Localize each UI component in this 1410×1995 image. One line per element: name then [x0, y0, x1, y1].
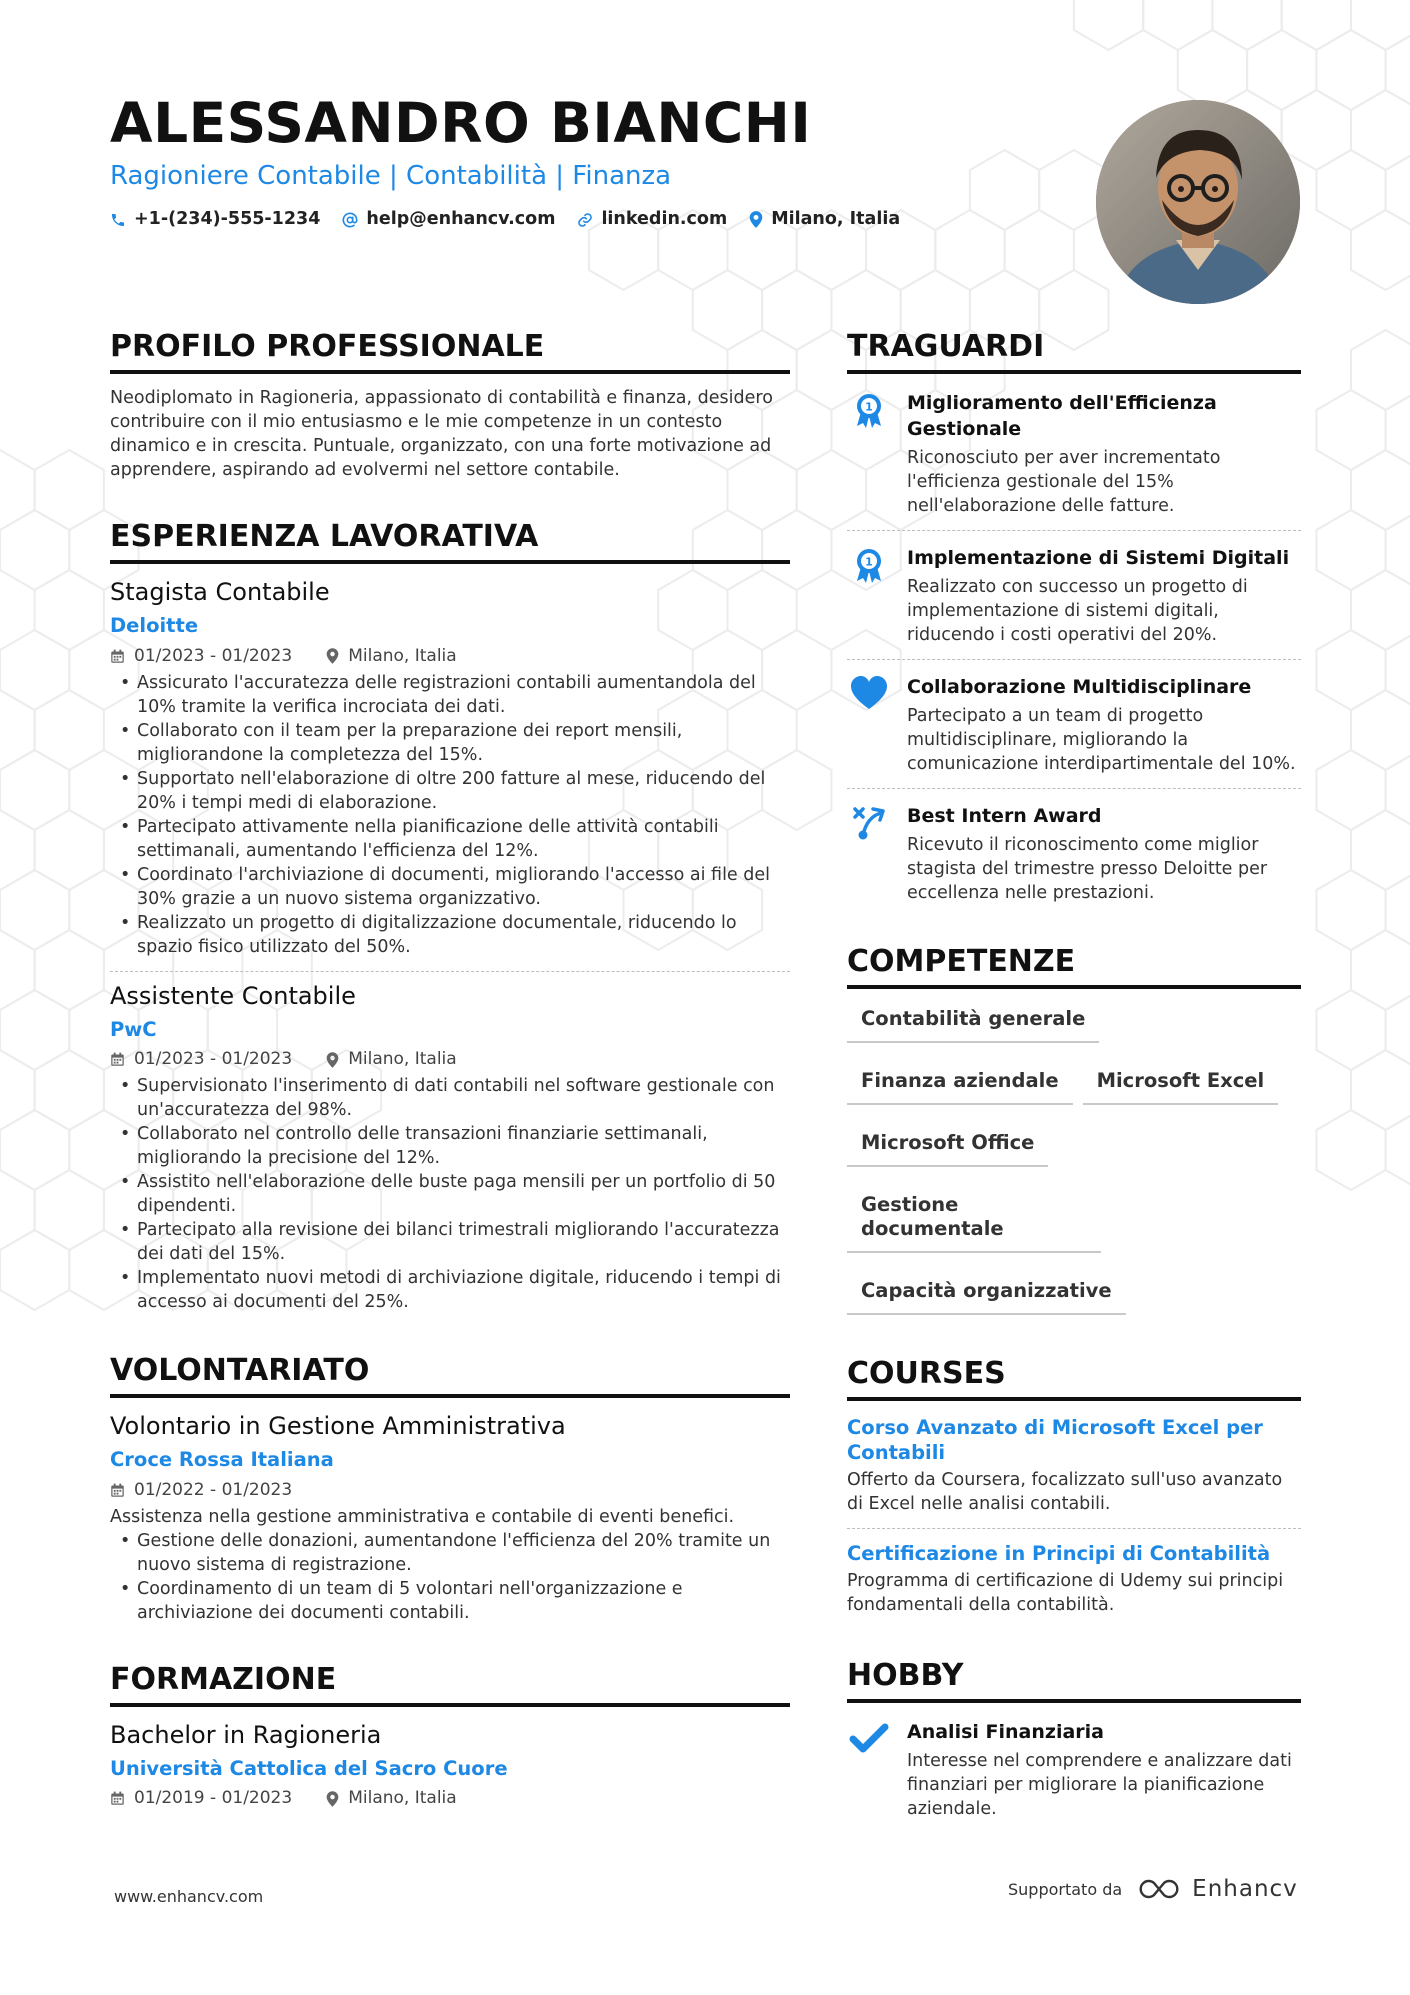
calendar-icon: [110, 649, 125, 664]
education-school: Università Cattolica del Sacro Cuore: [110, 1756, 508, 1780]
volunteer-dates: 01/2022 - 01/2023: [134, 1479, 293, 1500]
list-item: • Gestione delle donazioni, aumentandone l'efficienza del 20% tramite un nuovo sistema di registrazione.: [110, 1529, 790, 1577]
job-location: Milano, Italia: [348, 645, 457, 666]
job-dates: 01/2023 - 01/2023: [134, 645, 293, 666]
svg-text:1: 1: [865, 400, 873, 414]
divider: [847, 530, 1301, 531]
experience-section: [110, 519, 790, 1314]
link-icon: [577, 212, 593, 228]
job-meta: [110, 1051, 790, 1068]
section-title-hobby: HOBBY: [847, 1661, 1301, 1703]
footer-website[interactable]: www.enhancv.com: [114, 1887, 264, 1906]
hobby-title: Analisi Finanziaria: [907, 1721, 1104, 1743]
achievement-item: [847, 390, 1301, 518]
volunteer-section: [110, 1353, 790, 1625]
achievement-item: [847, 545, 1301, 647]
location-pin-icon: [326, 648, 339, 664]
achievement-desc: Partecipato a un team di progetto multidisciplinare, migliorando la comunicazione interdipartimentale del 10%.: [907, 706, 1296, 774]
education-section: [110, 1661, 790, 1808]
job-bullets: [110, 1074, 790, 1314]
volunteer-meta: [110, 1479, 790, 1500]
at-sign-icon: [342, 212, 358, 228]
achievement-desc: Ricevuto il riconoscimento come miglior stagista del trimestre presso Deloitte per eccellenza nelle prestazioni.: [907, 835, 1268, 903]
calendar-icon: [110, 1483, 125, 1498]
linkedin-text: linkedin.com: [601, 209, 728, 229]
volunteer-org: Croce Rossa Italiana: [110, 1448, 334, 1471]
skills-list: [847, 995, 1301, 1329]
achievement-title: Best Intern Award: [907, 805, 1102, 827]
section-title-skills: COMPETENZE: [847, 947, 1301, 989]
checkmark-icon: [849, 1719, 889, 1759]
job-role: Stagista Contabile: [110, 578, 330, 606]
profile-section: [110, 329, 790, 482]
hobby-section: [847, 1658, 1301, 1821]
location-pin-icon: [326, 1052, 339, 1068]
achievement-desc: Realizzato con successo un progetto di implementazione di sistemi digitali, riducendo i costi operativi del 20%.: [907, 577, 1248, 645]
calendar-icon: [110, 1791, 125, 1806]
location-pin-icon: [326, 1791, 339, 1807]
contact-email[interactable]: [342, 211, 555, 229]
achievement-item: [847, 674, 1301, 776]
achievement-item: [847, 803, 1301, 905]
profile-summary: Neodiplomato in Ragioneria, appassionato di contabilità e finanza, desidero contribuire con il mio entusiasmo e le mie competenze in un contesto dinamico e in crescita. Puntuale, organizzato, con una forte motivazione ad apprendere, aspirando ad evolvermi nel settore contabile.: [110, 388, 773, 480]
footer-powered-by: [1008, 1876, 1298, 1902]
section-title-achievements: TRAGUARDI: [847, 332, 1301, 374]
footer-brand: Enhancv: [1192, 1876, 1298, 1902]
skill-tag: Finanza aziendale: [847, 1057, 1073, 1105]
volunteer-summary: Assistenza nella gestione amministrativa e contabile di eventi benefici.: [110, 1506, 735, 1527]
phone-text: +1-(234)-555-1234: [134, 209, 321, 229]
contact-bar: [110, 211, 900, 229]
achievement-desc: Riconosciuto per aver incrementato l'efficienza gestionale del 15% nell'elaborazione delle fatture.: [907, 448, 1221, 516]
candidate-name: ALESSANDRO BIANCHI: [110, 91, 812, 155]
hobby-item: [847, 1719, 1301, 1821]
skill-tag: Microsoft Office: [847, 1119, 1048, 1167]
job-dates: 01/2023 - 01/2023: [134, 1049, 293, 1069]
divider: [110, 971, 790, 972]
course-desc: Programma di certificazione di Udemy sui principi fondamentali della contabilità.: [847, 1571, 1284, 1615]
skill-tag: Microsoft Excel: [1083, 1057, 1279, 1105]
candidate-headline: Ragioniere Contabile | Contabilità | Finanza: [110, 161, 672, 191]
course-title: Corso Avanzato di Microsoft Excel per Contabili: [847, 1416, 1263, 1464]
list-item: • Assistito nell'elaborazione delle buste paga mensili per un portfolio di 50 dipendenti.: [110, 1170, 790, 1218]
job-entry: [110, 981, 790, 1315]
job-company: Deloitte: [110, 614, 199, 637]
phone-icon: [110, 212, 126, 228]
course-desc: Offerto da Coursera, focalizzato sull'uso avanzato di Excel nelle analisi contabili.: [847, 1470, 1283, 1514]
job-entry: [110, 580, 790, 959]
skill-tag: Capacità organizzative: [847, 1267, 1126, 1315]
award-ribbon-icon: [849, 545, 889, 585]
list-item: • Partecipato attivamente nella pianificazione delle attività contabili settimanali, aumentando l'efficienza del 12%.: [110, 815, 790, 863]
list-item: • Assicurato l'accuratezza delle registrazioni contabili aumentandola del 10% tramite la verifica incrociata dei dati.: [110, 671, 790, 719]
list-item: • Partecipato alla revisione dei bilanci trimestrali migliorando l'accuratezza dei dati del 15%.: [110, 1218, 790, 1266]
email-text: help@enhancv.com: [366, 209, 556, 229]
contact-location: [749, 211, 900, 229]
section-title-profile: PROFILO PROFESSIONALE: [110, 332, 790, 374]
course-item: [847, 1541, 1301, 1617]
contact-phone[interactable]: [110, 211, 320, 229]
left-column: [110, 329, 790, 1808]
profile-photo: [1096, 100, 1300, 304]
divider: [847, 788, 1301, 789]
svg-text:1: 1: [865, 555, 873, 569]
list-item: • Implementato nuovi metodi di archiviazione digitale, riducendo i tempi di accesso ai documenti del 25%.: [110, 1266, 790, 1314]
footer-powered-label: Supportato da: [1008, 1879, 1123, 1899]
achievement-title: Collaborazione Multidisciplinare: [907, 676, 1252, 698]
enhancv-logo-icon: [1134, 1877, 1180, 1901]
courses-section: [847, 1356, 1301, 1617]
list-item: • Collaborato nel controllo delle transazioni finanziarie settimanali, migliorando la precisione del 12%.: [110, 1122, 790, 1170]
job-company: PwC: [110, 1017, 157, 1041]
section-title-volunteer: VOLONTARIATO: [110, 1356, 790, 1398]
divider: [847, 1528, 1301, 1529]
award-ribbon-icon: [849, 390, 889, 430]
contact-linkedin[interactable]: [577, 211, 727, 229]
location-text: Milano, Italia: [771, 209, 901, 229]
job-location: Milano, Italia: [348, 1049, 457, 1069]
section-title-education: FORMAZIONE: [110, 1665, 790, 1707]
education-degree: Bachelor in Ragioneria: [110, 1720, 382, 1749]
right-column: [847, 329, 1301, 1821]
list-item: • Coordinamento di un team di 5 volontari nell'organizzazione e archiviazione dei documenti contabili.: [110, 1577, 790, 1625]
skills-section: [847, 944, 1301, 1329]
education-dates: 01/2019 - 01/2023: [134, 1788, 293, 1808]
job-bullets: [110, 671, 790, 959]
section-title-courses: COURSES: [847, 1359, 1301, 1401]
heart-icon: [849, 674, 889, 714]
skill-tag: Contabilità generale: [847, 995, 1099, 1043]
achievement-title: Implementazione di Sistemi Digitali: [907, 547, 1290, 569]
course-item: [847, 1415, 1301, 1516]
hobby-desc: Interesse nel comprendere e analizzare dati finanziari per migliorare la pianificazione aziendale.: [907, 1751, 1292, 1819]
section-title-experience: ESPERIENZA LAVORATIVA: [110, 522, 790, 564]
volunteer-role: Volontario in Gestione Amministrativa: [110, 1412, 566, 1440]
list-item: • Collaborato con il team per la preparazione dei report mensili, migliorandone la completezza del 15%.: [110, 719, 790, 767]
list-item: • Supportato nell'elaborazione di oltre 200 fatture al mese, riducendo del 20% i tempi medi di elaborazione.: [110, 767, 790, 815]
divider: [847, 659, 1301, 660]
job-meta: [110, 645, 790, 666]
skill-tag: Gestione documentale: [847, 1181, 1101, 1253]
achievements-section: [847, 329, 1301, 905]
job-role: Assistente Contabile: [110, 981, 356, 1010]
list-item: • Supervisionato l'inserimento di dati contabili nel software gestionale con un'accuratezza del 98%.: [110, 1074, 790, 1122]
course-title: Certificazione in Principi di Contabilità: [847, 1542, 1271, 1565]
list-item: • Coordinato l'archiviazione di documenti, migliorando l'accesso ai file del 30% grazie a un nuovo sistema organizzativo.: [110, 863, 790, 911]
education-location: Milano, Italia: [348, 1788, 457, 1808]
list-item: • Realizzato un progetto di digitalizzazione documentale, riducendo lo spazio fisico utilizzato del 50%.: [110, 911, 790, 959]
strategy-icon: [849, 803, 889, 843]
education-meta: [110, 1790, 790, 1807]
volunteer-bullets: [110, 1529, 790, 1625]
location-pin-icon: [749, 211, 763, 228]
calendar-icon: [110, 1052, 125, 1067]
achievement-title: Miglioramento dell'Efficienza Gestionale: [907, 392, 1217, 440]
